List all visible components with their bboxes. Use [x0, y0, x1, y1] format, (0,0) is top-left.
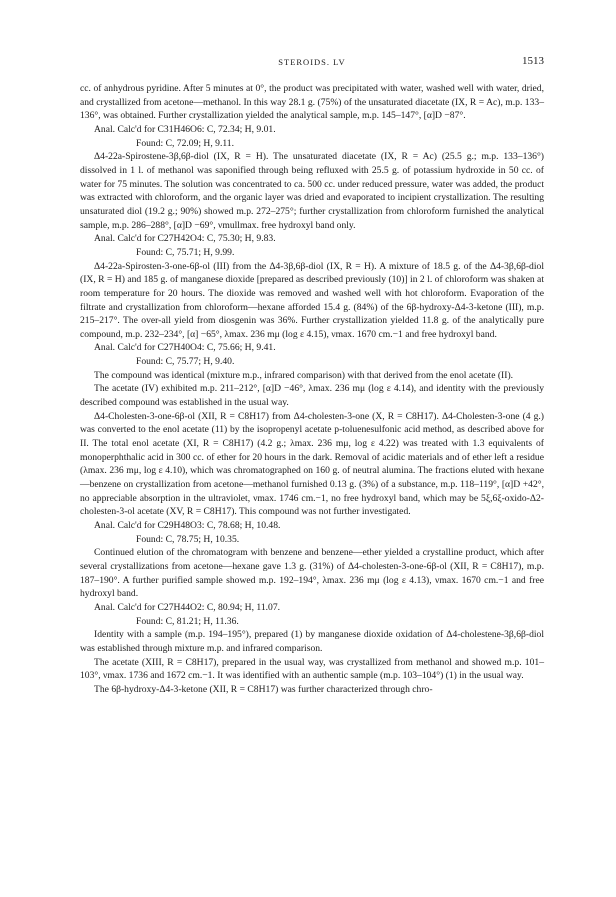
analysis-calculated: Anal. Calc'd for C27H40O4: C, 75.66; H, 9.41.: [94, 342, 276, 354]
analysis-calculated: Anal. Calc'd for C31H46O6: C, 72.34; H, 9.01.: [94, 123, 276, 135]
paragraph: The acetate (XIII, R = C8H17), prepared in the usual way, was crystallized from methanol and showed m.p. 101–103°, νmax. 1736 and 1672 cm.−1. It was identified with an authentic sample (m.p. 103–104°) (1) in the usual way.: [80, 656, 544, 682]
paragraph: The compound was identical (mixture m.p., infrared comparison) with that derived from the enol acetate (II).: [94, 369, 514, 381]
paragraph: Identity with a sample (m.p. 194–195°), prepared (1) by manganese dioxide oxidation of Δ4-cholestene-3β,6β-diol was established through mixture m.p. and infrared comparison.: [80, 629, 544, 654]
paragraph: The acetate (IV) exhibited m.p. 211–212°, [α]D −46°, λmax. 236 mμ (log ε 4.14), and identity with the previously described compound was established in the usual way.: [80, 383, 544, 409]
analysis-calculated: Anal. Calc'd for C27H42O4: C, 75.30; H, 9.83.: [94, 233, 276, 245]
paragraph: Δ4-22a-Spirostene-3β,6β-diol (IX, R = H). The unsaturated diacetate (IX, R = Ac) (25.5 g.; m.p. 133–136°) dissolved in 1 l. of methanol was saponified through being refluxed with 25.5 g. of potassium hydroxide in 50 cc. of water for 75 minutes. The solution was concentrated to ca. 500 cc. under reduced pressure, water was added, the product was extracted with chloroform, and the organic layer was dried and evaporated to incipient crystallization. The resulting unsaturated diol (19.2 g.; 90%) showed m.p. 272–275°; further crystallization from chloroform furnished the analytical sample, m.p. 286–288°, [α]D −69°, νmullmax. free hydroxyl band only.: [80, 151, 544, 231]
page-header: [80, 55, 544, 71]
paragraph: cc. of anhydrous pyridine. After 5 minutes at 0°, the product was precipitated with water, washed well with water, dried, and crystallized from acetone—methanol. In this way 28.1 g. (75%) of the unsaturated diacetate (IX, R = Ac), m.p. 133–136°, was obtained. Further crystallization yielded the analytical sample, m.p. 145–147°, [α]D −87°.: [80, 83, 544, 122]
running-title: STEROIDS. LV: [278, 57, 346, 67]
paragraph: Δ4-22a-Spirosten-3-one-6β-ol (III) from the Δ4-3β,6β-diol (IX, R = H). A mixture of 18.5 g. of the Δ4-3β,6β-diol (IX, R = H) and 185 g. of manganese dioxide [prepared as described previously (10)] in 2 l. of chloroform was shaken at room temperature for 20 hours. The dioxide was removed and washed well with hot chloroform. Evaporation of the filtrate and crystallization from chloroform—hexane afforded 15.4 g. (84%) of the 6β-hydroxy-Δ4-3-ketone (III), m.p. 215–217°. The over-all yield from diosgenin was 36%. Further crystallization yielded 11.8 g. of the analytically pure compound, m.p. 232–234°, [α] −65°, λmax. 236 mμ (log ε 4.15), νmax. 1670 cm.−1 and free hydroxyl band.: [80, 260, 544, 340]
paragraph: The 6β-hydroxy-Δ4-3-ketone (XII, R = C8H17) was further characterized through chro-: [94, 683, 433, 695]
body-text: [80, 82, 544, 697]
analysis-calculated: Anal. Calc'd for C27H44O2: C, 80.94; H, 11.07.: [94, 601, 281, 613]
page-number: 1513: [522, 55, 544, 67]
paragraph: Continued elution of the chromatogram with benzene and benzene—ether yielded a crystalline product, which after several crystallizations from acetone—hexane gave 1.3 g. (31%) of Δ4-cholesten-3-one-6β-ol (XII, R = C8H17), m.p. 187–190°. A further purified sample showed m.p. 192–194°, λmax. 236 mμ (log ε 4.13), νmax. 1670 cm.−1 and free hydroxyl band.: [80, 547, 544, 600]
analysis-found: Found: C, 78.75; H, 10.35.: [136, 533, 240, 545]
paragraph: Δ4-Cholesten-3-one-6β-ol (XII, R = C8H17) from Δ4-cholesten-3-one (X, R = C8H17). Δ4-Cholesten-3-one (4 g.) was converted to the enol acetate (11) by the isopropenyl acetate p-toluenesulfonic acid method, as described above for II. The total enol acetate (XI, R = C8H17) (4.2 g.; λmax. 236 mμ, log ε 4.22) was treated with 1.3 equivalents of monoperphthalic acid in 300 cc. of ether for 20 hours in the dark. Removal of acidic materials and of ether left a residue (λmax. 236 mμ, log ε 4.10), which was chromatographed on 160 g. of neutral alumina. The fractions eluted with hexane—benzene on crystallization from acetone—methanol furnished 0.13 g. (3%) of a substance, m.p. 118–119°, [α]D +42°, no appreciable absorption in the ultraviolet, νmax. 1746 cm.−1, no free hydroxyl band, which may be 5ξ,6ξ-oxido-Δ2-cholesten-3-ol acetate (XV, R = C8H17). This compound was not further investigated.: [80, 410, 544, 518]
analysis-found: Found: C, 75.71; H, 9.99.: [136, 246, 235, 258]
analysis-found: Found: C, 81.21; H, 11.36.: [136, 615, 239, 627]
analysis-found: Found: C, 75.77; H, 9.40.: [136, 356, 235, 368]
analysis-calculated: Anal. Calc'd for C29H48O3: C, 78.68; H, 10.48.: [94, 520, 281, 531]
analysis-found: Found: C, 72.09; H, 9.11.: [136, 137, 234, 149]
